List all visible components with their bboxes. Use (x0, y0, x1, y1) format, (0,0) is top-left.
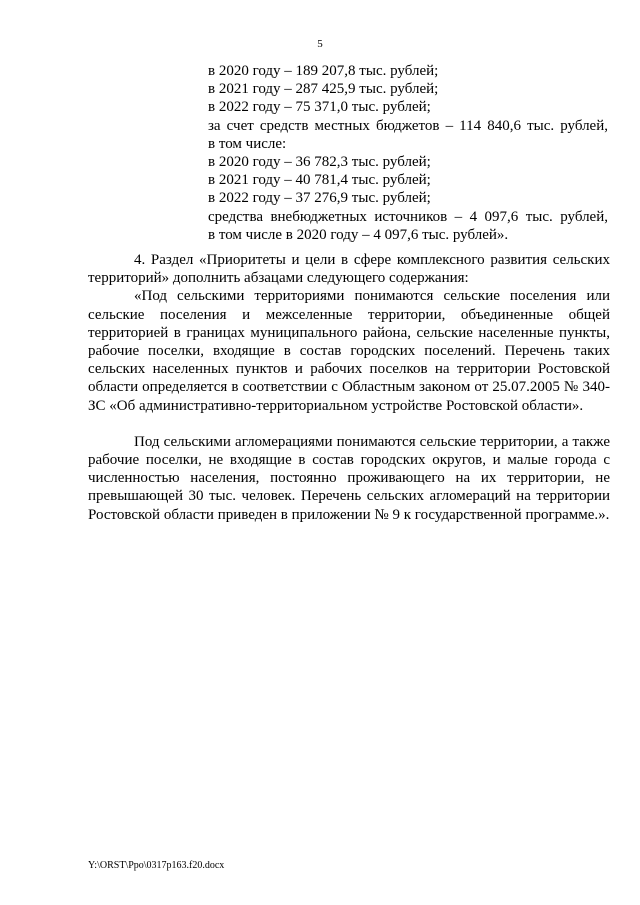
section-heading-paragraph: 4. Раздел «Приоритеты и цели в сфере комплексного развития сельских территорий» дополнить абзацами следующего содержания: (88, 252, 610, 287)
funding-line: в том числе в 2020 году – 4 097,6 тыс. рублей». (208, 226, 509, 243)
funding-line: в 2022 году – 37 276,9 тыс. рублей; (208, 190, 431, 207)
rural-agglomerations-paragraph: Под сельскими агломерациями понимаются сельские территории, а также рабочие поселки, не входящие в состав городских округов, и малые города с численностью населения, постоянно проживающего на их территории, не превышающей 30 тыс. человек. Перечень сельских агломераций на территории Ростовской области приведен в приложении № 9 к государственной программе.». (88, 433, 610, 523)
funding-line: за счет средств местных бюджетов – 114 840,6 тыс. рублей, (208, 117, 608, 134)
section-4 (88, 251, 610, 524)
page-number: 5 (317, 38, 323, 50)
rural-territories-paragraph: «Под сельскими территориями понимаются сельские поселения или сельские поселения и межселенные территории, объединенные общей территорией в границах муниципального района, сельские населенные пункты, рабочие поселки, входящие в состав городских поселений. Перечень таких сельских населенных пунктов и рабочих поселков на территории Ростовской области определяется в соответствии с Областным законом от 25.07.2005 № 340-ЗС «Об административно-территориальном устройстве Ростовской области». (88, 288, 610, 414)
funding-line: средства внебюджетных источников – 4 097,6 тыс. рублей, (208, 208, 608, 225)
funding-line: в том числе: (208, 135, 287, 152)
funding-breakdown (208, 62, 608, 244)
funding-line: в 2020 году – 189 207,8 тыс. рублей; (208, 63, 439, 79)
funding-line: в 2021 году – 287 425,9 тыс. рублей; (208, 81, 439, 98)
funding-line: в 2020 году – 36 782,3 тыс. рублей; (208, 154, 431, 171)
document-file-path: Y:\ORST\Ppo\0317p163.f20.docx (88, 860, 225, 871)
funding-line: в 2021 году – 40 781,4 тыс. рублей; (208, 172, 431, 189)
funding-line: в 2022 году – 75 371,0 тыс. рублей; (208, 99, 431, 116)
